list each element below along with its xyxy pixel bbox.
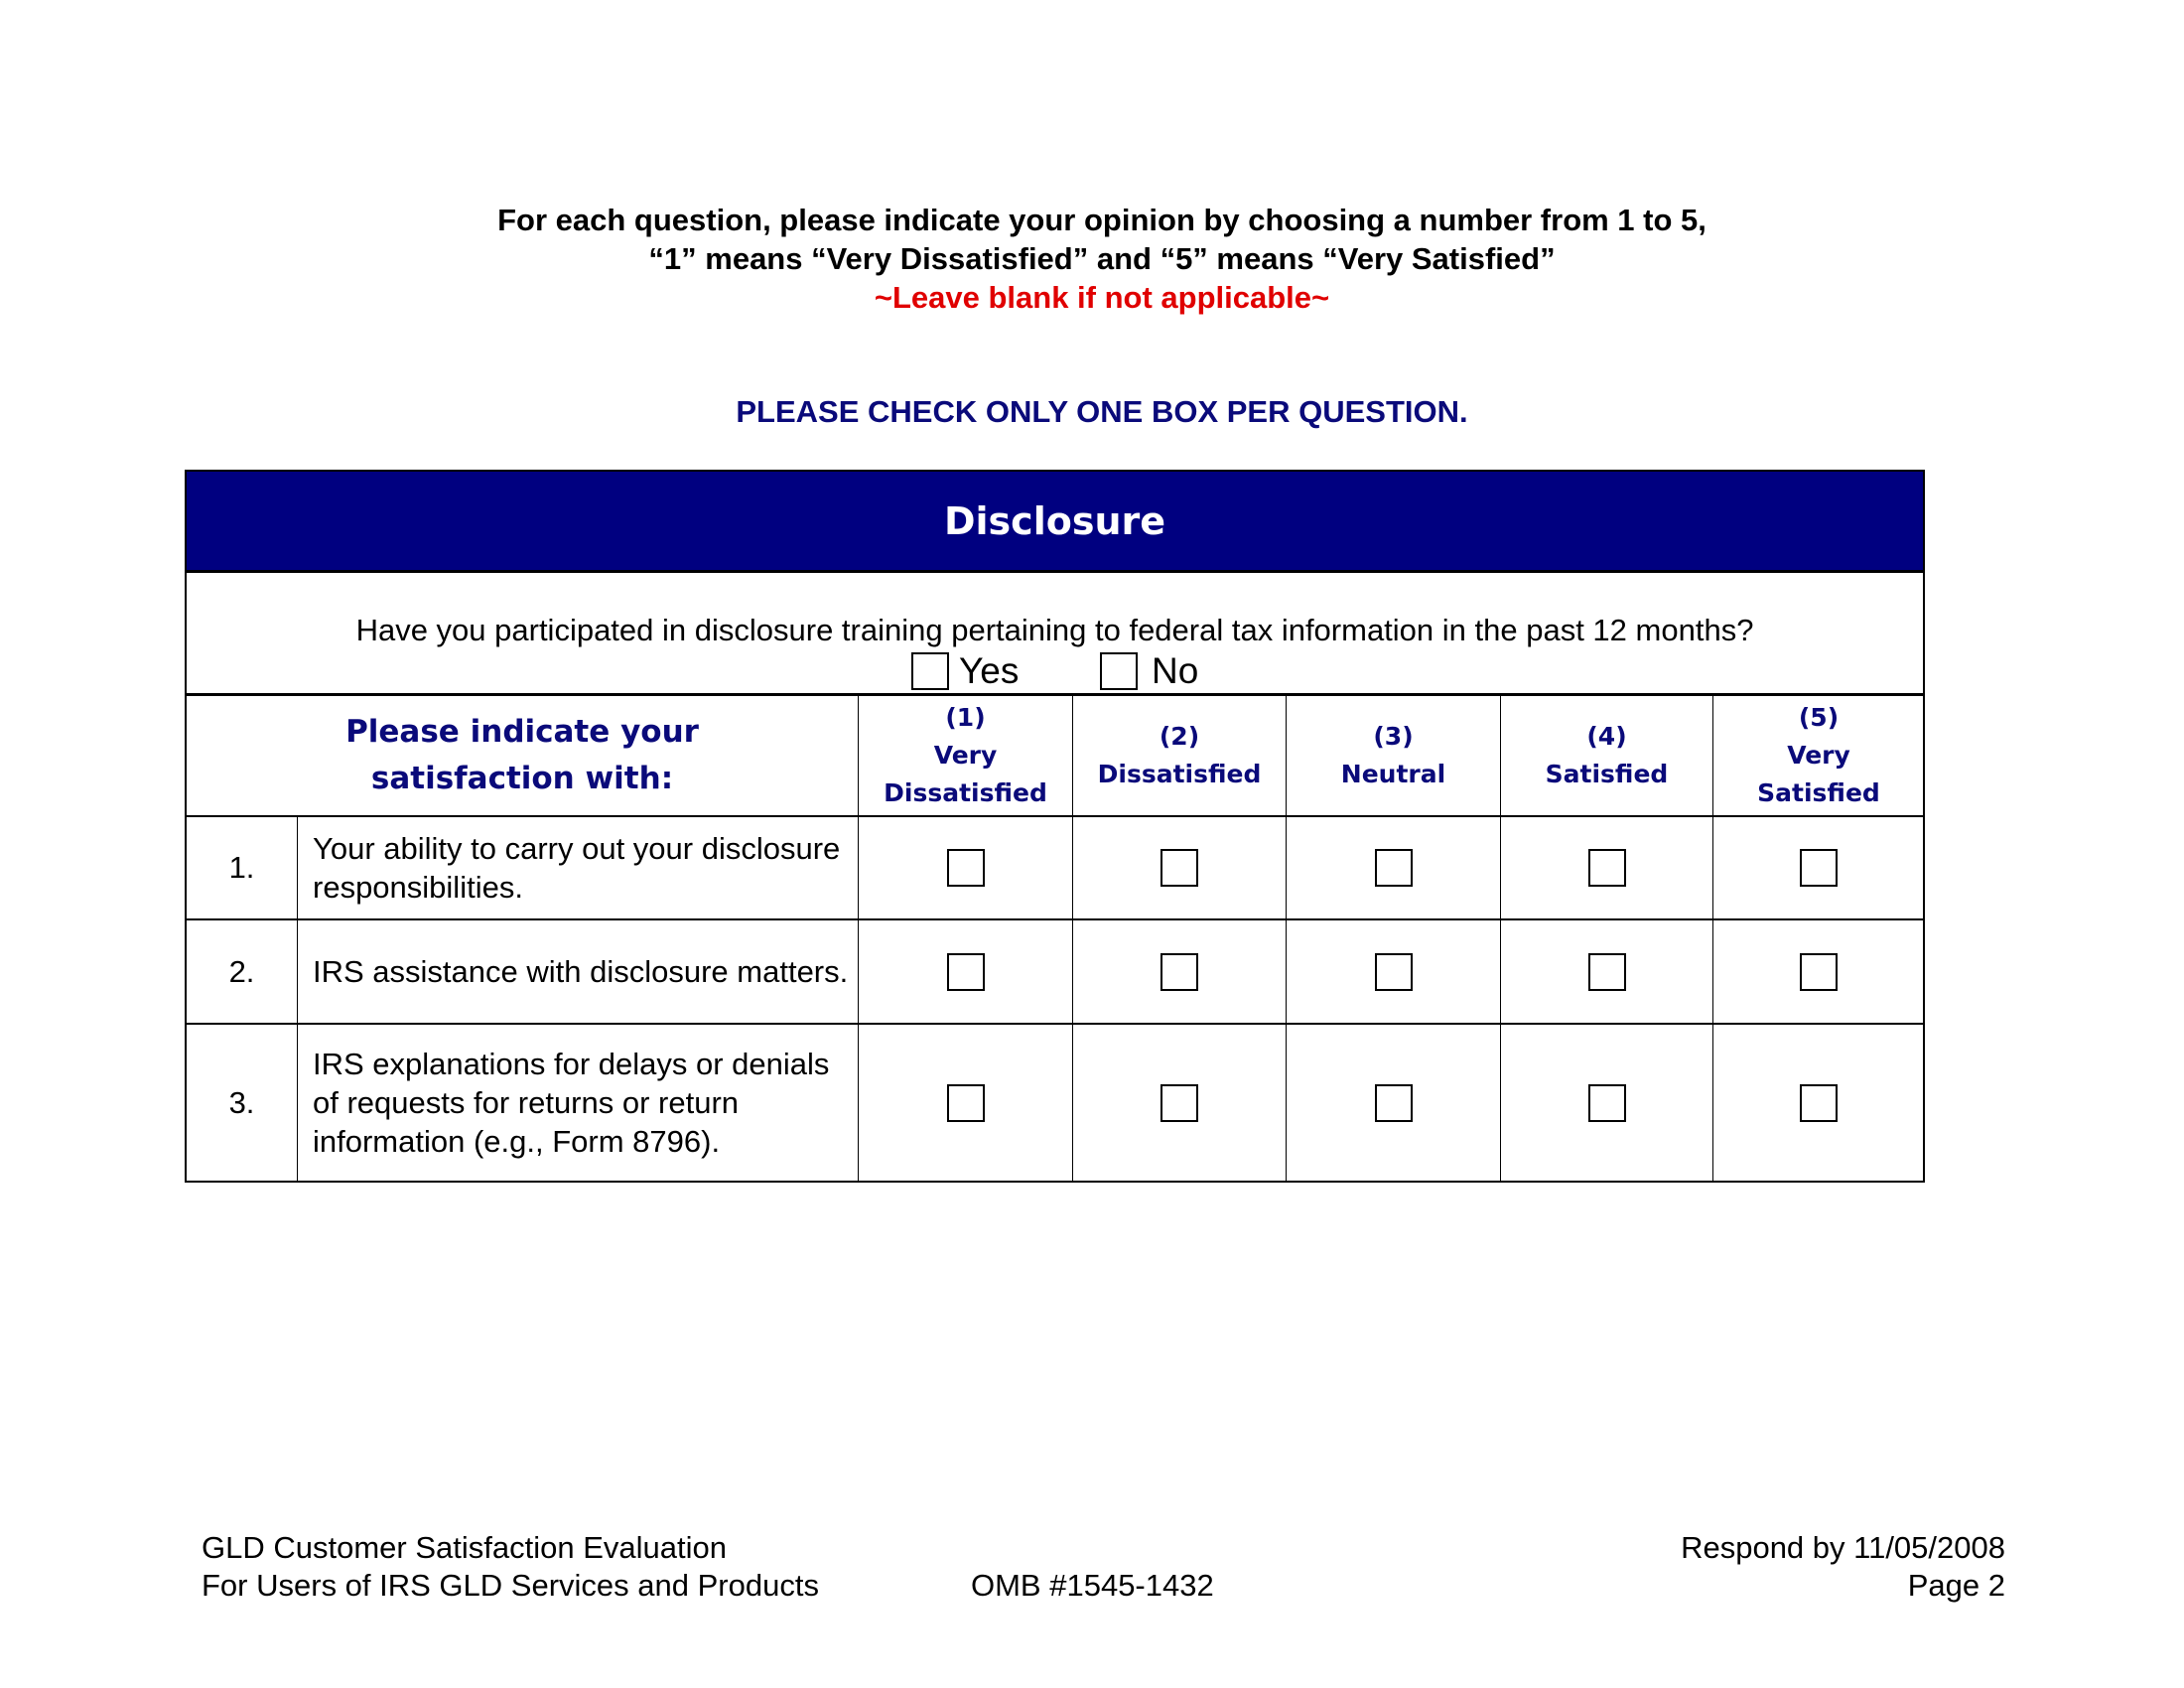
section-title: Disclosure	[187, 472, 1923, 573]
rating-checkbox-q3-1[interactable]	[947, 1084, 985, 1122]
rating-checkbox-q1-1[interactable]	[947, 849, 985, 887]
rating-checkbox-q2-2[interactable]	[1160, 953, 1198, 991]
row-question	[298, 920, 859, 1025]
rating-checkbox-q1-5[interactable]	[1800, 849, 1838, 887]
footer-title: GLD Customer Satisfaction Evaluation	[202, 1530, 727, 1565]
row-number-text: 2.	[228, 953, 255, 989]
row-number-text: 3.	[228, 1084, 255, 1120]
row-question-text: Your ability to carry out your disclosure responsibilities.	[313, 831, 841, 905]
rating-cell	[1073, 1025, 1287, 1183]
yes-option[interactable]	[911, 650, 1019, 692]
rating-cell	[1713, 817, 1925, 920]
footer-subtitle: For Users of IRS GLD Services and Products	[202, 1568, 819, 1603]
disclosure-table	[185, 470, 1925, 1183]
footer-right	[1681, 1529, 2005, 1605]
column-label-line-1: Dissatisfied	[1097, 760, 1262, 788]
rating-cell	[1287, 817, 1501, 920]
rating-cell	[1713, 920, 1925, 1025]
check-one-instruction: PLEASE CHECK ONLY ONE BOX PER QUESTION.	[736, 394, 1468, 429]
lead-line-1: Please indicate your	[345, 714, 699, 750]
rating-checkbox-q2-5[interactable]	[1800, 953, 1838, 991]
column-header-3	[1287, 696, 1501, 817]
no-label: No	[1152, 650, 1199, 691]
rating-checkbox-q3-2[interactable]	[1160, 1084, 1198, 1122]
respond-by: Respond by 11/05/2008	[1681, 1530, 2005, 1565]
row-question-text: IRS explanations for delays or denials of requests for returns or return information (e.g., Form 8796).	[313, 1047, 830, 1159]
omb-number: OMB #1545-1432	[971, 1568, 1214, 1603]
column-header-4	[1501, 696, 1713, 817]
row-question-text: IRS assistance with disclosure matters.	[313, 954, 849, 989]
row-number	[187, 920, 298, 1025]
row-question	[298, 817, 859, 920]
rating-cell	[859, 920, 1073, 1025]
column-header-5	[1713, 696, 1925, 817]
rating-cell	[1713, 1025, 1925, 1183]
rating-checkbox-q2-4[interactable]	[1588, 953, 1626, 991]
rating-cell	[1287, 920, 1501, 1025]
no-option[interactable]	[1100, 650, 1198, 692]
column-label-line-1: Very	[1787, 741, 1850, 770]
rating-checkbox-q3-4[interactable]	[1588, 1084, 1626, 1122]
column-number: (3)	[1373, 722, 1414, 751]
rating-checkbox-q1-3[interactable]	[1375, 849, 1413, 887]
column-number: (2)	[1159, 722, 1200, 751]
rating-cell	[1073, 817, 1287, 920]
column-label-line-1: Very	[933, 741, 998, 770]
lead-line-2: satisfaction with:	[370, 761, 674, 796]
column-number: (5)	[1798, 703, 1840, 732]
column-label-line-1: Neutral	[1340, 760, 1446, 788]
rating-cell	[1287, 1025, 1501, 1183]
rating-checkbox-q2-1[interactable]	[947, 953, 985, 991]
satisfaction-lead-header	[187, 696, 859, 817]
rating-cell	[859, 1025, 1073, 1183]
column-header-1	[859, 696, 1073, 817]
column-number: (1)	[945, 703, 986, 732]
row-question	[298, 1025, 859, 1183]
training-question-text: Have you participated in disclosure training pertaining to federal tax information in the past 12 months?	[355, 613, 1754, 647]
instruction-line-1: For each question, please indicate your opinion by choosing a number from 1 to 5,	[497, 203, 1706, 237]
row-number	[187, 817, 298, 920]
rating-checkbox-q1-4[interactable]	[1588, 849, 1626, 887]
yes-label: Yes	[959, 650, 1020, 691]
rating-cell	[1501, 1025, 1713, 1183]
yes-checkbox[interactable]	[911, 652, 949, 690]
no-checkbox[interactable]	[1100, 652, 1138, 690]
column-header-2	[1073, 696, 1287, 817]
column-label-line-2: Satisfied	[1757, 778, 1880, 807]
page-number: Page 2	[1907, 1568, 2005, 1603]
rating-checkbox-q3-5[interactable]	[1800, 1084, 1838, 1122]
rating-cell	[859, 817, 1073, 920]
rating-checkbox-q2-3[interactable]	[1375, 953, 1413, 991]
training-question	[187, 573, 1923, 696]
footer-left	[202, 1529, 819, 1605]
column-label-line-2: Dissatisfied	[884, 778, 1047, 807]
column-label-line-1: Satisfied	[1545, 760, 1669, 788]
rating-checkbox-q3-3[interactable]	[1375, 1084, 1413, 1122]
row-number	[187, 1025, 298, 1183]
leave-blank-note: ~Leave blank if not applicable~	[874, 280, 1330, 315]
row-number-text: 1.	[228, 850, 255, 885]
rating-cell	[1501, 920, 1713, 1025]
rating-cell	[1501, 817, 1713, 920]
rating-cell	[1073, 920, 1287, 1025]
instruction-line-2: “1” means “Very Dissatisfied” and “5” means “Very Satisfied”	[648, 241, 1556, 276]
rating-checkbox-q1-2[interactable]	[1160, 849, 1198, 887]
column-number: (4)	[1586, 722, 1627, 751]
